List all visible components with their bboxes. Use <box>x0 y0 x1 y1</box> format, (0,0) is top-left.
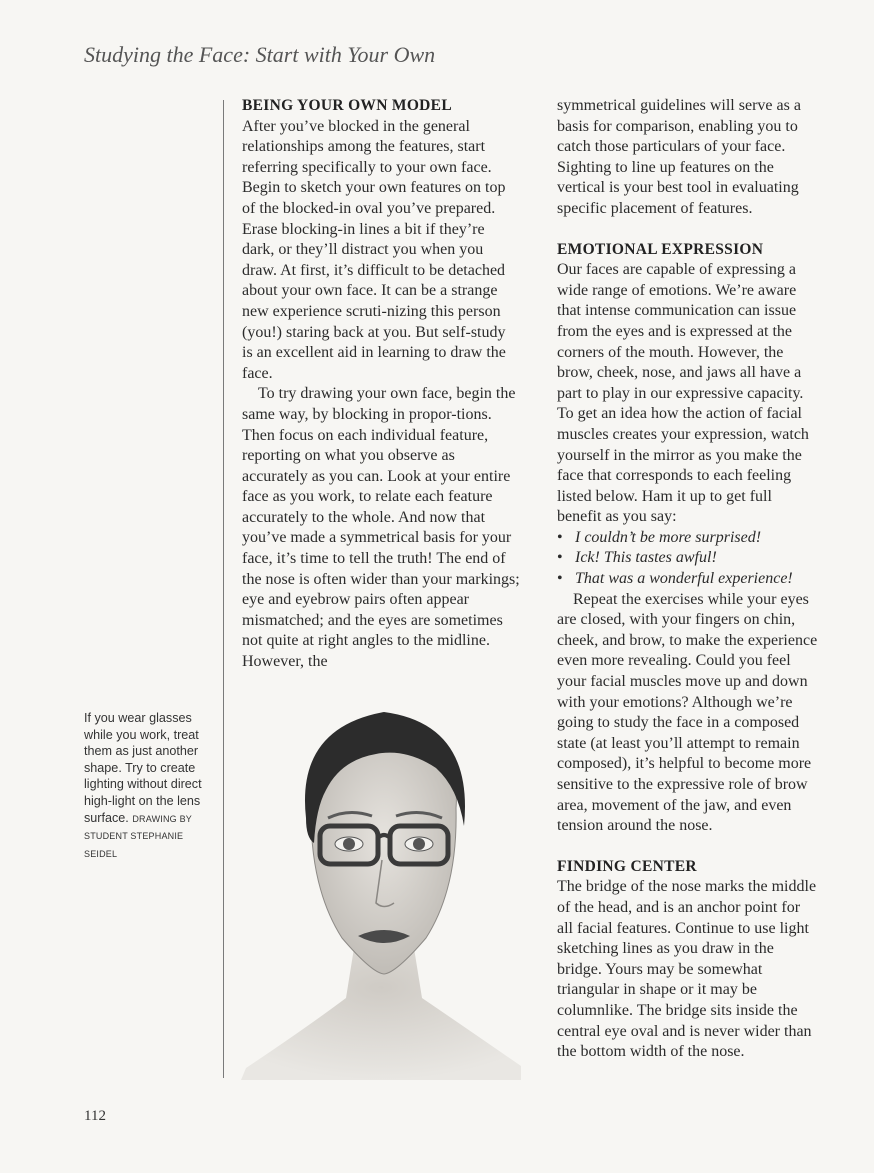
section-heading-being-your-own-model: BEING YOUR OWN MODEL <box>242 97 452 114</box>
portrait-drawing <box>236 698 526 1080</box>
paragraph: symmetrical guidelines will serve as a basis for comparison, enabling you to catch those particulars of your face. Sighting to line up features on the vertical is your best tool in evaluating specific placement of features. <box>557 97 801 217</box>
paragraph: After you’ve blocked in the general relationships among the features, start referring specifically to your own face. Begin to sketch your own features on top of the blocked-in oval you’ve prepared. Erase blocking-in lines a bit if they’re dark, or they’ll distract you when you draw. At first, it’s difficult to be detached about your own face. It can be a strange new experience scruti-nizing this person (you!) staring back at you. But self-study is an excellent aid in learning to draw the face. <box>242 117 506 382</box>
caption-credit: DRAWING BY STUDENT STEPHANIE SEIDEL <box>84 813 192 859</box>
list-item: • Ick! This tastes awful! <box>557 549 717 567</box>
column-divider <box>223 100 224 1078</box>
page-number: 112 <box>84 1108 106 1124</box>
right-column <box>557 96 819 1063</box>
paragraph: Repeat the exercises while your eyes are closed, with your fingers on chin, cheek, and brow, to make the experience even more revealing. Could you feel your facial muscles move up and down with your emotions? Although we’re going to study the face in a composed state (at least you’ll attempt to remain composed), it’s helpful to become more sensitive to the expressive role of brow area, movement of the jaw, and even tension around the nose. <box>557 590 818 835</box>
left-column <box>242 96 520 673</box>
figure-caption <box>84 710 214 862</box>
section-heading-finding-center: FINDING CENTER <box>557 857 697 875</box>
paragraph: To try drawing your own face, begin the same way, by blocking in propor-tions. Then focus on each individual feature, reporting on what you observe as accurately as you can. Look at your entire face as you work, to relate each feature accurately to the whole. And now that you’ve made a symmetrical basis for your face, it’s time to tell the truth! The end of the nose is often wider than your markings; eye and eyebrow pairs often appear mismatched; and the eyes are sometimes not quite at right angles to the midline. However, the <box>242 385 520 671</box>
paragraph: The bridge of the nose marks the middle of the head, and is an anchor point for all facial features. Continue to use light sketching lines as you draw in the bridge. Yours may be somewhat triangular in shape or it may be columnlike. The bridge sits inside the central eye oval and is never wider than the bottom width of the nose. <box>557 878 817 1061</box>
caption-text: If you wear glasses while you work, treat them as just another shape. Try to create lighting without direct high-light on the lens surface. <box>84 711 202 825</box>
list-item: • That was a wonderful experience! <box>557 570 793 588</box>
section-heading-emotional-expression: EMOTIONAL EXPRESSION <box>557 240 764 258</box>
bullet-list <box>557 528 819 590</box>
paragraph: Our faces are capable of expressing a wide range of emotions. We’re aware that intense communication can issue from the eyes and is expressed at the corners of the mouth. However, the brow, cheek, nose, and jaws all have a part to play in our expressive capacity. To get an idea how the action of facial muscles creates your expression, watch yourself in the mirror as you make the face that corresponds to each feeling listed below. Ham it up to get full benefit as you say: <box>557 261 809 526</box>
running-head: Studying the Face: Start with Your Own <box>84 42 436 67</box>
list-item: • I couldn’t be more surprised! <box>557 528 762 546</box>
